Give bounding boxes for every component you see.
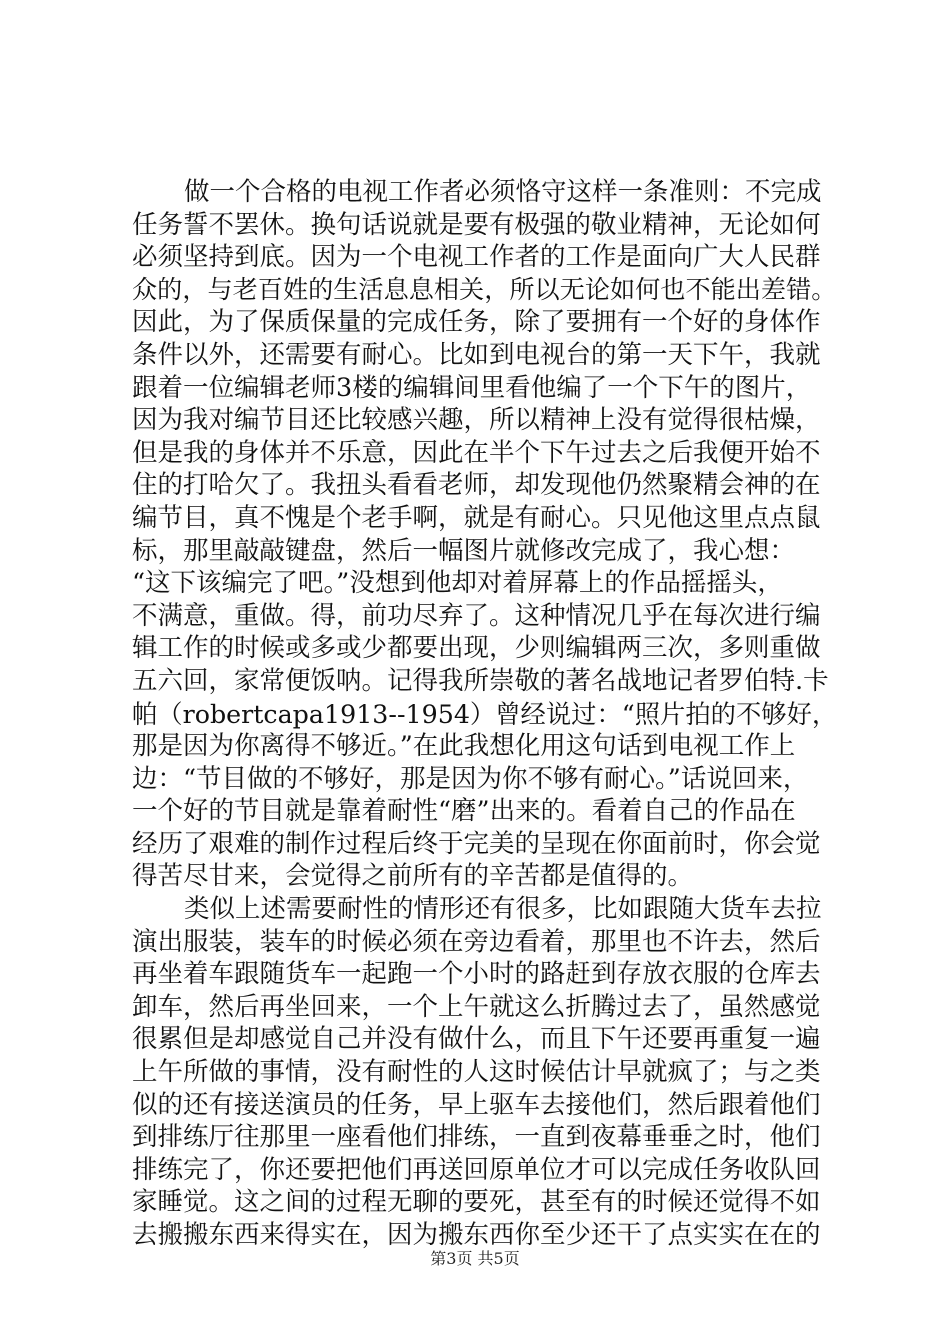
text-line: 标，那里敲敲键盘，然后一幅图片就修改完成了，我心想： (132, 535, 796, 566)
text-line: 条件以外，还需要有耐心。比如到电视台的第一天下午，我就 (132, 339, 821, 370)
paragraph-1 (132, 176, 837, 893)
text-line: 似的还有接送演员的任务，早上驱车去接他们，然后跟着他们 (132, 1089, 821, 1120)
text-line: 再坐着车跟随货车一起跑一个小时的路赶到存放衣服的仓库去 (132, 959, 821, 990)
text-line: 经历了艰难的制作过程后终于完美的呈现在你面前时，你会觉 (132, 828, 821, 859)
text-line: 很累但是却感觉自己并没有做什么，而且下午还要再重复一遍 (132, 1024, 821, 1055)
text-line: 做一个合格的电视工作者必须恪守这样一条准则：不完成 (184, 177, 822, 207)
text-line: 因为我对编节目还比较感兴趣，所以精神上没有觉得很枯燥， (132, 405, 821, 436)
text-line: 但是我的身体并不乐意，因此在半个下午过去之后我便开始不 (132, 437, 821, 468)
text-line: 辑工作的时候或多或少都要出现，少则编辑两三次，多则重做 (132, 633, 821, 664)
text-line: 上午所做的事情，没有耐性的人这时候估计早就疯了；与之类 (132, 1057, 821, 1088)
text-line: 不满意，重做。得，前功尽弃了。这种情况几乎在每次进行编 (132, 600, 821, 631)
text-line: 一个好的节目就是靠着耐性“磨”出来的。看着自己的作品在 (132, 796, 796, 827)
document-body (132, 176, 837, 1252)
text-line: 边：“节目做的不够好，那是因为你不够有耐心。”话说回来， (132, 763, 809, 794)
text-line: 到排练厅往那里一座看他们排练，一直到夜幕垂垂之时，他们 (132, 1122, 821, 1153)
text-line: 任务誓不罢休。换句话说就是要有极强的敬业精神，无论如何 (132, 209, 821, 240)
text-line: 去搬搬东西来得实在，因为搬东西你至少还干了点实实在在的 (132, 1220, 821, 1250)
page-number-footer: 第3页 共5页 (430, 1249, 520, 1268)
text-line: 帕（robertcapa1913--1954）曾经说过：“照片拍的不够好， (132, 698, 838, 729)
text-line: 五六回，家常便饭呐。记得我所崇敬的著名战地记者罗伯特.卡 (132, 665, 829, 696)
text-line: 众的，与老百姓的生活息息相关，所以无论如何也不能出差错。 (132, 274, 837, 304)
text-line: 演出服装，装车的时候必须在旁边看着，那里也不许去，然后 (132, 926, 821, 957)
text-line: 住的打哈欠了。我扭头看看老师，却发现他仍然聚精会神的在 (132, 470, 821, 501)
text-line: “这下该编完了吧。”没想到他却对着屏幕上的作品摇摇头， (132, 568, 783, 599)
paragraph-2 (132, 893, 837, 1252)
text-line: 必须坚持到底。因为一个电视工作者的工作是面向广大人民群 (132, 242, 821, 273)
text-line: 因此，为了保质保量的完成任务，除了要拥有一个好的身体作 (132, 307, 821, 338)
text-line: 卸车，然后再坐回来，一个上午就这么折腾过去了，虽然感觉 (132, 991, 821, 1022)
text-line: 编节目，真不愧是个老手啊，就是有耐心。只见他这里点点鼠 (132, 502, 821, 533)
text-line: 得苦尽甘来，会觉得之前所有的辛苦都是值得的。 (132, 861, 694, 892)
text-line: 那是因为你离得不够近。”在此我想化用这句话到电视工作上 (132, 731, 796, 762)
text-line: 类似上述需要耐性的情形还有很多，比如跟随大货车去拉 (184, 894, 822, 925)
text-line: 家睡觉。这之间的过程无聊的要死，甚至有的时候还觉得不如 (132, 1187, 821, 1218)
text-line: 排练完了，你还要把他们再送回原单位才可以完成任务收队回 (132, 1154, 821, 1185)
text-line: 跟着一位编辑老师3楼的编辑间里看他编了一个下午的图片， (132, 372, 812, 403)
